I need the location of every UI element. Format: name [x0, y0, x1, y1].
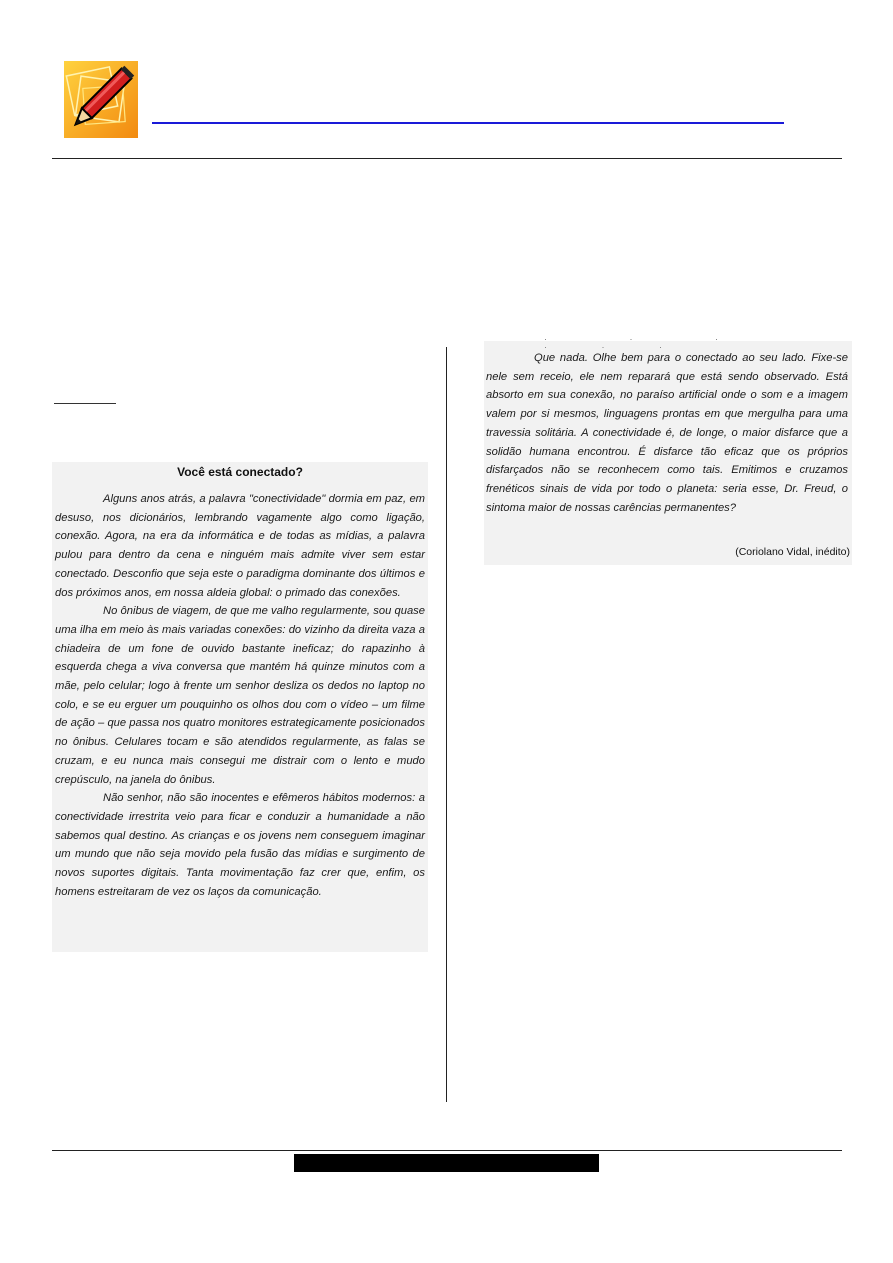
header-underline	[152, 122, 784, 124]
article-body-right	[486, 349, 848, 517]
blank-underline	[54, 403, 116, 404]
article-title: Você está conectado?	[177, 465, 303, 479]
pencil-logo-icon	[64, 61, 138, 138]
paragraph: Que nada. Olhe bem para o conectado ao seu lado. Fixe-se nele sem receio, ele nem reparará que está sendo observado. Está absorto em sua conexão, no paraíso artificial onde o som e a imagem valem por si mesmos, linguagens prontas em que mergulha para uma travessia solitária. A conectividade é, de longe, o maior disfarce que a solidão humana encontrou. É disfarce tão eficaz que os próprios disfarçados não se reconhecem como tais. Emitimos e cruzamos frenéticos sinais de vida por todo o planeta: seria esse, Dr. Freud, o sintoma maior de nossas carências permanentes?	[486, 352, 848, 514]
citation: (Coriolano Vidal, inédito)	[735, 546, 850, 558]
cropped-text-remnant: · · · · · ·	[544, 334, 744, 352]
column-divider	[446, 347, 447, 1102]
footer-bar	[294, 1154, 599, 1172]
header-divider	[52, 158, 842, 159]
article-right-column	[484, 334, 852, 565]
paragraph: No ônibus de viagem, de que me valho regularmente, sou quase uma ilha em meio às mais variadas conexões: do vizinho da direita vaza a chiadeira de um fone de ouvido bastante ineficaz; do rapazinho à esquerda chega a viva conversa que mantém há quinze minutos com a mãe, pelo celular; logo à frente um senhor desliza os dedos no laptop no colo, e se eu erguer um pouquinho os olhos dou com o vídeo – um filme de ação – que passa nos quatro monitores estrategicamente posicionados no ônibus. Celulares tocam e são atendidos regularmente, as falas se cruzam, e eu nunca mais consegui me distrair com o lento e mudo crepúsculo, na janela do ônibus.	[55, 605, 425, 786]
paragraph: Não senhor, não são inocentes e efêmeros hábitos modernos: a conectividade irrestrita veio para ficar e conduzir a humanidade a não sabemos qual destino. As crianças e os jovens nem conseguem imaginar um mundo que não seja movido pela fusão das mídias e surgimento de novos suportes digitais. Tanta movimentação faz crer que, enfim, os homens estreitaram de vez os laços da comunicação.	[55, 792, 425, 898]
article-body-left	[55, 490, 425, 901]
paragraph: Alguns anos atrás, a palavra "conectividade" dormia em paz, em desuso, nos dicionários, lembrando vagamente algo como ligação, conexão. Agora, na era da informática e de todas as mídias, a palavra pulou para dentro da cena e ninguém mais admite viver sem estar conectado. Desconfio que seja este o paradigma dominante dos últimos e dos próximos anos, em nossa aldeia global: o primado das conexões.	[55, 493, 425, 599]
footer-divider	[52, 1150, 842, 1151]
article-left-column	[52, 462, 428, 952]
